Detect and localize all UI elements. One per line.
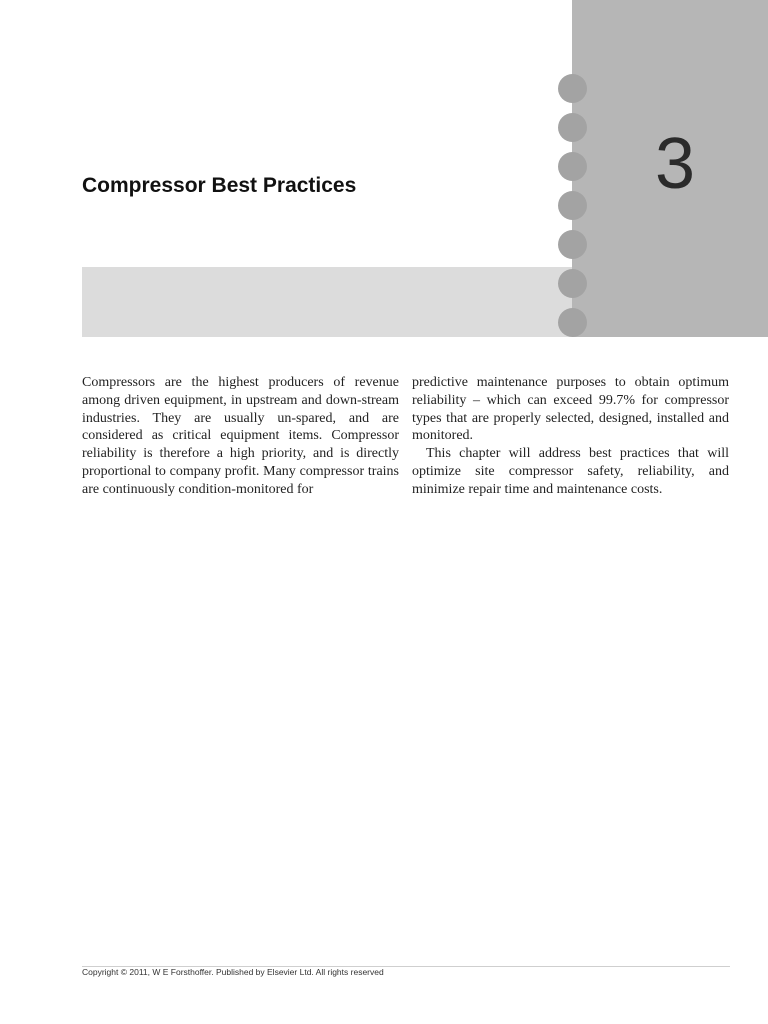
decorative-dot: [558, 308, 587, 337]
body-paragraph: predictive maintenance purposes to obtain optimum reliability – which can exceed 99.7% for compressor types that are properly selected, designed, installed and monitored.: [412, 375, 729, 444]
body-paragraph: This chapter will address best practices that will optimize site compressor safety, reliability, and minimize repair time and maintenance costs.: [412, 446, 729, 497]
chapter-number: 3: [654, 124, 696, 204]
decorative-dot: [558, 191, 587, 220]
decorative-dot: [558, 230, 587, 259]
copyright-notice: Copyright © 2011, W E Forsthoffer. Published by Elsevier Ltd. All rights reserved: [82, 967, 384, 977]
body-column-right: [412, 374, 729, 499]
body-paragraph: Compressors are the highest producers of revenue among driven equipment, in upstream and down-stream industries. They are usually un-spared, and are considered as critical equipment items. Compressor reliability is therefore a high priority, and is directly proportional to company profit. Many compressor trains are continuously condition-monitored for: [82, 375, 399, 497]
header-band: [82, 267, 572, 337]
decorative-dot: [558, 113, 587, 142]
decorative-dot: [558, 152, 587, 181]
decorative-dot: [558, 269, 587, 298]
body-column-left: [82, 374, 399, 499]
chapter-title: Compressor Best Practices: [82, 174, 357, 197]
decorative-dot: [558, 74, 587, 103]
